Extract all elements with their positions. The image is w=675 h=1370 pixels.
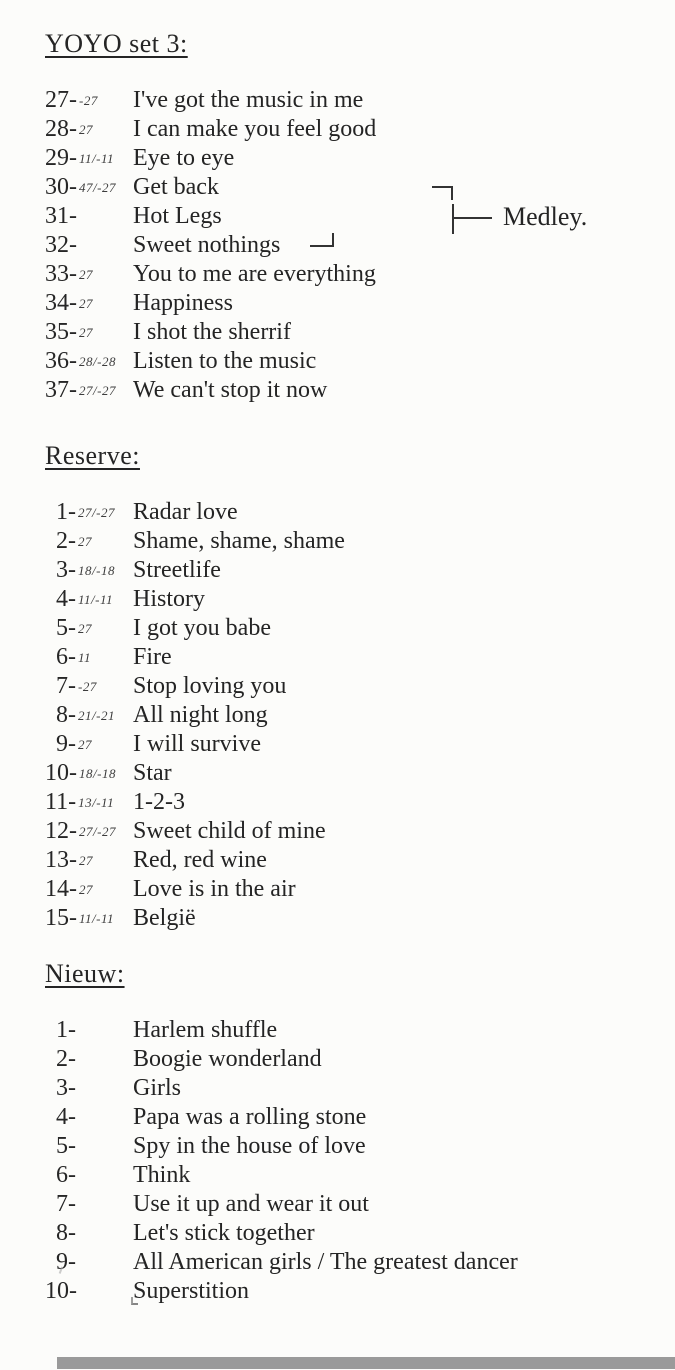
- track-title: Stop loving you: [133, 673, 287, 699]
- track-number: 5-: [56, 615, 76, 641]
- track-number-cell: [45, 730, 133, 761]
- track-number-cell: [45, 289, 133, 320]
- track-number-cell: [45, 498, 133, 529]
- list-item: [45, 318, 675, 347]
- track-number-cell: [45, 115, 133, 146]
- track-title: Sweet child of mine: [133, 818, 326, 844]
- track-number-cell: [45, 144, 133, 175]
- list-item: [45, 556, 675, 585]
- track-annotation: 27: [79, 325, 93, 340]
- list-item: [45, 1074, 675, 1103]
- track-number: 7-: [56, 673, 76, 699]
- track-number: 29-: [45, 145, 77, 171]
- track-title: I shot the sherrif: [133, 319, 291, 345]
- track-annotation: 11: [78, 650, 92, 665]
- track-number: 1-: [56, 499, 76, 525]
- section-nieuw: [45, 958, 675, 1306]
- medley-bracket-top-corner: [432, 186, 453, 200]
- list-item: [45, 231, 675, 260]
- track-number-cell: [45, 318, 133, 349]
- track-title: All night long: [133, 702, 268, 728]
- track-number-cell: [45, 904, 133, 935]
- list-item: [45, 585, 675, 614]
- track-title: You to me are everything: [133, 261, 376, 287]
- track-number: 12-: [45, 818, 77, 844]
- track-number-cell: [45, 173, 133, 204]
- track-number: 28-: [45, 116, 77, 142]
- track-number: 27-: [45, 87, 77, 113]
- track-title: Eye to eye: [133, 145, 235, 171]
- section-heading: Nieuw:: [45, 959, 125, 988]
- list-item: [45, 498, 675, 527]
- list-item: [45, 1277, 675, 1306]
- track-number: 7-: [56, 1191, 76, 1217]
- track-annotation: 27: [79, 296, 93, 311]
- list-item: [45, 1045, 675, 1074]
- track-annotation: 27: [78, 534, 92, 549]
- track-title: Get back: [133, 174, 219, 200]
- list-item: [45, 788, 675, 817]
- track-title: 1-2-3: [133, 789, 185, 815]
- track-number: 36-: [45, 348, 77, 374]
- track-title: Happiness: [133, 290, 233, 316]
- list-item: [45, 846, 675, 875]
- track-annotation: 27/-27: [79, 383, 116, 398]
- track-annotation: 27: [79, 267, 93, 282]
- track-number-cell: [45, 672, 133, 703]
- track-number-cell: [45, 759, 133, 790]
- track-number-cell: [45, 875, 133, 906]
- medley-bracket-stem: [452, 204, 454, 234]
- track-annotation: 27: [78, 737, 92, 752]
- medley-bracket-arm: [454, 217, 492, 219]
- section-heading: Reserve:: [45, 441, 140, 470]
- track-title: History: [133, 586, 205, 612]
- list-item: [45, 260, 675, 289]
- list-item: [45, 759, 675, 788]
- track-number: 10-: [45, 760, 77, 786]
- track-number-cell: [45, 1103, 133, 1132]
- track-number-cell: [45, 1045, 133, 1074]
- list-item: [45, 527, 675, 556]
- track-number-cell: [45, 202, 133, 231]
- scan-artifact: [131, 1297, 138, 1305]
- list-item: [45, 347, 675, 376]
- list-item: [45, 643, 675, 672]
- scan-edge-artifact: [57, 1357, 675, 1369]
- track-annotation: 18/-18: [78, 563, 115, 578]
- track-number: 4-: [56, 586, 76, 612]
- track-number-cell: [45, 260, 133, 291]
- track-title: Sweet nothings: [133, 232, 281, 258]
- track-number: 35-: [45, 319, 77, 345]
- list-item: [45, 1132, 675, 1161]
- track-title: Let's stick together: [133, 1220, 315, 1246]
- track-number: 1-: [56, 1017, 76, 1043]
- list-item: [45, 817, 675, 846]
- track-number-cell: [45, 347, 133, 378]
- song-list: [45, 1016, 675, 1306]
- track-title: Superstition: [133, 1278, 250, 1304]
- list-item: [45, 701, 675, 730]
- list-item: [45, 1016, 675, 1045]
- track-title: Papa was a rolling stone: [133, 1104, 367, 1130]
- section-reserve: [45, 440, 675, 933]
- track-title: Shame, shame, shame: [133, 528, 345, 554]
- track-title: I got you babe: [133, 615, 271, 641]
- track-number: 14-: [45, 876, 77, 902]
- track-number: 11-: [45, 789, 77, 815]
- track-title: Harlem shuffle: [133, 1017, 278, 1043]
- track-number-cell: [45, 86, 133, 117]
- track-annotation: 47/-27: [79, 180, 116, 195]
- track-number-cell: [45, 585, 133, 616]
- track-number: 9-: [56, 1249, 76, 1275]
- track-annotation: 13/-11: [78, 795, 115, 810]
- list-item: [45, 1219, 675, 1248]
- track-number-cell: [45, 1074, 133, 1103]
- track-number: 10-: [45, 1278, 77, 1304]
- list-item: [45, 86, 675, 115]
- section-heading: YOYO set 3:: [45, 29, 188, 58]
- track-number-cell: [45, 1277, 133, 1306]
- list-item: [45, 730, 675, 759]
- track-number: 3-: [56, 1075, 76, 1101]
- track-title: Think: [133, 1162, 191, 1188]
- medley-bracket-bottom-corner: [310, 233, 334, 247]
- track-title: Streetlife: [133, 557, 221, 583]
- track-title: I can make you feel good: [133, 116, 377, 142]
- track-number: 34-: [45, 290, 77, 316]
- list-item: [45, 1248, 675, 1277]
- track-number-cell: [45, 817, 133, 848]
- track-number: 3-: [56, 557, 76, 583]
- track-number-cell: [45, 846, 133, 877]
- track-number: 37-: [45, 377, 77, 403]
- track-annotation: 27: [79, 122, 93, 137]
- track-number: 2-: [56, 528, 76, 554]
- track-annotation: 27/-27: [78, 505, 115, 520]
- track-title: Use it up and wear it out: [133, 1191, 369, 1217]
- track-title: I've got the music in me: [133, 87, 364, 113]
- track-number: 31-: [45, 203, 77, 229]
- track-title: All American girls / The greatest dancer: [133, 1249, 518, 1275]
- list-item: [45, 904, 675, 933]
- track-number: 13-: [45, 847, 77, 873]
- track-title: Red, red wine: [133, 847, 267, 873]
- track-number-cell: [45, 231, 133, 260]
- track-title: Girls: [133, 1075, 181, 1101]
- track-number: 4-: [56, 1104, 76, 1130]
- list-item: [45, 376, 675, 405]
- track-number: 6-: [56, 1162, 76, 1188]
- track-number: 15-: [45, 905, 77, 931]
- track-annotation: 27: [79, 853, 93, 868]
- track-annotation: 11/-11: [79, 911, 115, 926]
- track-title: Love is in the air: [133, 876, 296, 902]
- track-number-cell: [45, 376, 133, 407]
- list-item: [45, 1103, 675, 1132]
- track-annotation: 27/-27: [79, 824, 116, 839]
- track-number: 6-: [56, 644, 76, 670]
- track-title: Boogie wonderland: [133, 1046, 322, 1072]
- track-number-cell: [45, 1219, 133, 1248]
- track-title: Radar love: [133, 499, 238, 525]
- track-annotation: 11/-11: [78, 592, 114, 607]
- song-list: [45, 498, 675, 933]
- track-number-cell: [45, 1190, 133, 1219]
- track-title: Fire: [133, 644, 172, 670]
- track-title: België: [133, 905, 196, 931]
- track-number: 9-: [56, 731, 76, 757]
- track-number: 5-: [56, 1133, 76, 1159]
- track-number: 33-: [45, 261, 77, 287]
- song-list: [45, 86, 675, 405]
- list-item: [45, 672, 675, 701]
- list-item: [45, 289, 675, 318]
- track-title: Hot Legs: [133, 203, 222, 229]
- track-number-cell: [45, 1132, 133, 1161]
- track-annotation: 27: [78, 621, 92, 636]
- track-number-cell: [45, 1016, 133, 1045]
- track-number: 30-: [45, 174, 77, 200]
- track-annotation: 18/-18: [79, 766, 116, 781]
- track-title: Listen to the music: [133, 348, 317, 374]
- list-item: [45, 173, 675, 202]
- list-item: [45, 1190, 675, 1219]
- track-number-cell: [45, 1161, 133, 1190]
- track-number-cell: [45, 556, 133, 587]
- track-title: Spy in the house of love: [133, 1133, 366, 1159]
- track-annotation: -27: [79, 93, 98, 108]
- track-title: We can't stop it now: [133, 377, 328, 403]
- list-item: [45, 875, 675, 904]
- track-number-cell: [45, 701, 133, 732]
- track-number-cell: [45, 788, 133, 819]
- track-annotation: 21/-21: [78, 708, 115, 723]
- track-number: 2-: [56, 1046, 76, 1072]
- track-annotation: 11/-11: [79, 151, 115, 166]
- track-number-cell: [45, 614, 133, 645]
- track-number: 32-: [45, 232, 77, 258]
- list-item: [45, 144, 675, 173]
- list-item: [45, 1161, 675, 1190]
- track-annotation: -27: [78, 679, 97, 694]
- track-number-cell: [45, 643, 133, 674]
- track-number: 8-: [56, 702, 76, 728]
- track-annotation: 28/-28: [79, 354, 116, 369]
- list-item: [45, 115, 675, 144]
- track-title: I will survive: [133, 731, 261, 757]
- list-item: [45, 614, 675, 643]
- track-title: Star: [133, 760, 172, 786]
- track-number: 8-: [56, 1220, 76, 1246]
- track-number-cell: [45, 527, 133, 558]
- track-annotation: 27: [79, 882, 93, 897]
- medley-label: Medley.: [503, 202, 588, 231]
